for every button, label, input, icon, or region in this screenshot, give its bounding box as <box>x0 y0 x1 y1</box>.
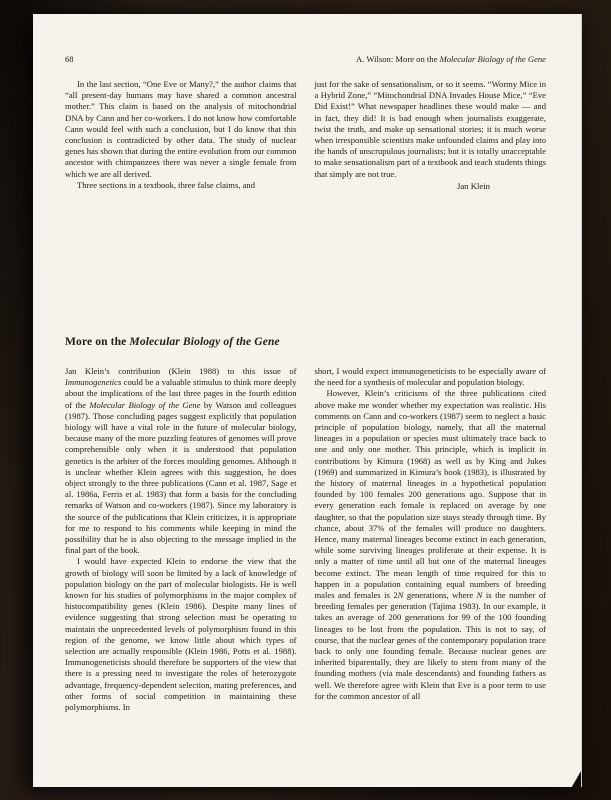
paragraph <box>65 366 297 556</box>
paragraph <box>315 79 547 180</box>
page-corner-shadow <box>568 771 581 787</box>
article-right-column <box>315 366 547 713</box>
text-run: Molecular Biology of the Gene <box>439 54 546 64</box>
letter-left-column <box>65 79 297 231</box>
text-run: N <box>476 590 483 601</box>
text-run: Molecular Biology of the Gene <box>129 335 280 348</box>
text-run: short, I would expect immunogeneticists to be especially aware of the need for a synthesis of molecular and population biology. <box>314 366 546 388</box>
paragraph <box>65 79 297 180</box>
text-run: by Watson and colleagues (1987). Those concluding pages suggest explicitly that population biology will have a vital role in the future of molecular biology, because many of the more puzzling features of genomes will prove comprehensible only when it is understood that population genetics is the arbiter of the forces moulding genomes. Although it is unclear whether Klein agrees with this suggestion, he does object strongly to the three publications (Cann et al. 1987, Sage et al. 1986a, Ferris et al. 1983) that form a basis for the concluding remarks of Watson and co-workers (1987). Since my laboratory is the source of the publications that Klein criticizes, it is appropriate for me to respond to his comments while keeping in mind the possibility that he is also objecting to the message implied in the final part of the book. <box>65 399 297 556</box>
text-run: However, Klein’s criticisms of the three publications cited above make me wonder whether my expectation was realistic. His comments on Cann and co-workers (1987) seem to neglect a basic principle of population biology, namely, that all the maternal lineages in a population or species must ultimately trace back to one and only one mother. This principle, which is implicit in contributions by Kimura (1968) as well as by King and Jukes (1969) and summarized in Kimura’s book (1983), is illustrated by the history of maternal lineages in a hypothetical population founded by 100 females 200 generations ago. Suppose that in every generation each female is replaced on average by one daughter, so that the population size stays steady through time. By chance, about 37% of the females will produce no daughters. Hence, many maternal lineages become extinct in each generation, while some surviving lineages proliferate at their expense. It is only a matter of time until all but one of the maternal lineages become extinct. The mean length of time required for this to happen in a population containing equal numbers of breeding males and females is 2 <box>314 388 546 601</box>
running-head-title <box>356 54 546 64</box>
text-run: Immunogenetics <box>65 377 122 388</box>
paragraph <box>65 556 297 713</box>
text-run: Molecular Biology of the Gene <box>89 399 201 410</box>
text-run: Jan Klein’s contribution (Klein 1988) to this issue of <box>65 366 297 376</box>
text-run: generations, where <box>403 590 477 601</box>
text-run: is the number of breeding females per generation (Tajima 1983). In our example, it takes an average of 200 generations for 99 of the 100 founding lineages to be lost from the population. This is not to say, of course, that the nuclear genes of the contemporary population trace back to only one founding female. Because nuclear genes are inherited biparentally, they are likely to stem from many of the founding mothers (via male descendants) and founding fathers as well. We therefore agree with Klein that Eve is a poor term to use for the common ancestor of all <box>314 590 546 701</box>
paragraph <box>315 366 547 388</box>
page-number: 68 <box>65 54 74 64</box>
letter-right-column <box>315 79 547 231</box>
paragraph <box>315 388 547 702</box>
paragraph <box>65 180 297 191</box>
article-body <box>65 366 546 713</box>
text-run: More on the <box>65 335 130 348</box>
signature: Jan Klein <box>456 180 490 191</box>
running-head <box>65 54 546 64</box>
journal-page <box>33 14 582 787</box>
article-title <box>65 335 546 348</box>
article-left-column <box>65 366 297 713</box>
text-run: just for the sake of sensationalism, or so it seems. “Wormy Mice in a Hybrid Zone,” “Mitochondrial DNA Invades House Mice,” “Eve Did Exist!” What newspaper headlines these would make — and in fact, they did! It is bad enough when journalists exaggerate, twist the truth, and make up sensational stories; it is much worse when irresponsible scientists make unfounded claims and play into the hands of unscrupulous journalists; but it is totally unacceptable to make sensationalism part of a textbook and teach students things that simply are not true. <box>314 79 546 179</box>
text-run: Three sections in a textbook, three false claims, and <box>77 179 256 190</box>
letter-section <box>65 79 546 231</box>
text-run: In the last section, “One Eve or Many?,” the author claims that “all present-day humans may have shared a common ancestral mother.” This claim is based on the analysis of mitochondrial DNA by Cann and her co-workers. I do not know how comfortable Cann would feel with such a conclusion, but I do know that this conclusion is contradicted by other data. The study of nuclear genes has shown that during the entire evolution from our common ancestor with chimpanzees there was never a single female from which we are all derived. <box>65 79 297 179</box>
text-run: I would have expected Klein to endorse the view that the growth of biology will soon be limited by a lack of knowledge of population biology on the part of molecular biologists. He is well known for his studies of polymorphisms in the major complex of histocompatibility genes (Klein 1986). Despite many lines of evidence suggesting that strong selection must be operating to maintain the unprecedented levels of polymorphism found in this region of the genome, we know little about which types of selection are actually responsible (Klein 1986, Potts et al. 1988). Immunogeneticists should therefore be supporters of the view that there is a pressing need to investigate the roles of heterozygote advantage, frequency-dependent selection, mating preferences, and other forms of social competition in maintaining these polymorphisms. In <box>65 556 297 713</box>
text-run: could be a valuable stimulus to think more deeply about the implications of the last three pages in the fourth edition of the <box>65 377 297 410</box>
letter-right-text <box>315 79 547 180</box>
text-run: N <box>397 590 404 601</box>
text-run: A. Wilson: More on the <box>356 54 440 64</box>
